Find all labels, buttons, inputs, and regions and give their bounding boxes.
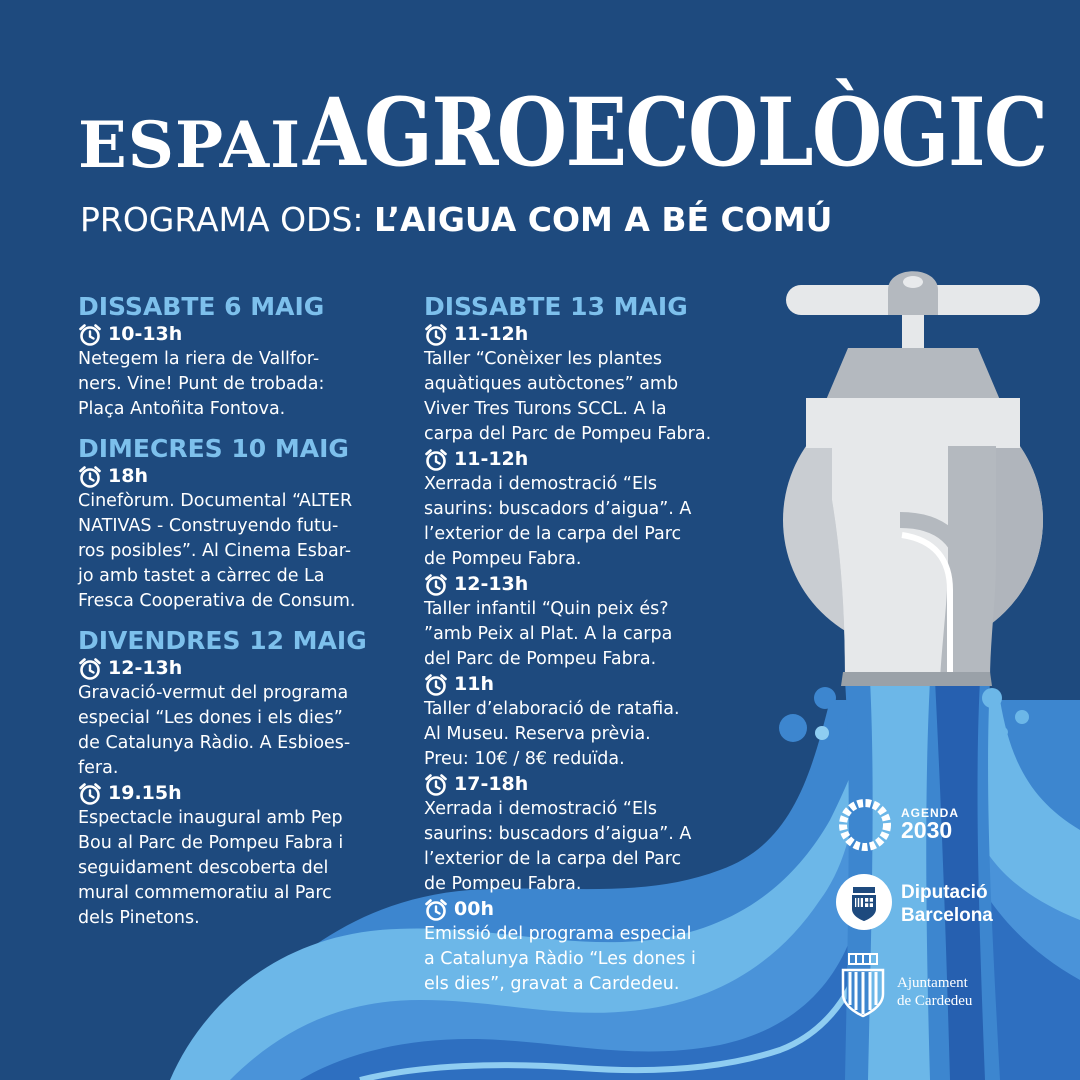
event-description: Espectacle inaugural amb Pep Bou al Parc de Pompeu Fabra i seguidament descoberta del mural commemoratiu al Parc dels Pinetons. [78, 808, 344, 928]
diputacio-barcelona-logo [835, 873, 1035, 933]
clock-icon [424, 323, 448, 347]
event-description: Xerrada i demostració “Els saurins: buscadors d’aigua”. A l’exterior de la carpa del Parc de Pompeu Fabra. [424, 799, 692, 894]
event-description: Emissió del programa especial a Catalunya Ràdio “Les dones i els dies”, gravat a Cardedeu. [424, 924, 696, 994]
event-time-label: 18h [108, 465, 148, 487]
event-time [424, 322, 769, 347]
droplet [982, 688, 1002, 708]
event-time-label: 00h [454, 898, 494, 920]
agenda-number: 2030 [901, 817, 953, 843]
droplet [998, 727, 1008, 737]
tap-knob-highlight [903, 276, 923, 288]
event-time [78, 322, 413, 347]
schedule-left-column [78, 292, 413, 931]
subtitle-bold: L’AIGUA COM A BÉ COMÚ [374, 200, 833, 239]
title-main: AGROECOLÒGIC [303, 78, 1047, 188]
agenda-2030-logo [835, 795, 1015, 855]
droplet [1015, 710, 1029, 724]
event-description: Taller d’elaboració de ratafia. Al Museu. Reserva prèvia. Preu: 10€ / 8€ reduïda. [424, 699, 680, 769]
day-heading: DISSABTE 6 MAIG [78, 292, 325, 321]
agenda-label: AGENDA [901, 806, 960, 820]
event-time [424, 447, 769, 472]
tap-spout-front [832, 446, 948, 680]
event-time-label: 12-13h [108, 657, 183, 679]
event-time [78, 781, 413, 806]
clock-icon [78, 657, 102, 681]
event-time [424, 772, 769, 797]
event-time [78, 656, 413, 681]
day-heading: DIMECRES 10 MAIG [78, 434, 349, 463]
clock-icon [78, 323, 102, 347]
day-heading: DISSABTE 13 MAIG [424, 292, 688, 321]
event-time [78, 464, 413, 489]
clock-icon [424, 773, 448, 797]
droplet [814, 687, 836, 709]
event-time-label: 11-12h [454, 448, 529, 470]
diputacio-emblem-icon [835, 873, 893, 931]
event-time [424, 572, 769, 597]
event-description: Cinefòrum. Documental “ALTER NATIVAS - Construyendo futu- ros posibles”. Al Cinema Esbar- jo amb tastet a càrrec de La Fresca Cooperativa de Consum. [78, 491, 356, 611]
title [78, 78, 1047, 198]
event-description: Taller infantil “Quin peix és? ”amb Peix al Plat. A la carpa del Parc de Pompeu Fabra. [424, 599, 673, 669]
day-heading: DIVENDRES 12 MAIG [78, 626, 367, 655]
ajuntament-cardedeu-logo [835, 950, 1035, 1020]
ajuntament-text: Ajuntament de Cardedeu [897, 975, 973, 1009]
event-description: Netegem la riera de Vallfor- ners. Vine! Punt de trobada: Plaça Antoñita Fontova. [78, 349, 325, 419]
schedule-right-column [424, 292, 769, 997]
clock-icon [424, 673, 448, 697]
cardedeu-shield-icon [835, 950, 891, 1020]
clock-icon [424, 448, 448, 472]
clock-icon [78, 782, 102, 806]
event-time [424, 897, 769, 922]
event-time-label: 11-12h [454, 323, 529, 345]
event-description: Taller “Conèixer les plantes aquàtiques autòctones” amb Viver Tres Turons SCCL. A la carpa del Parc de Pompeu Fabra. [424, 349, 712, 444]
tap-body-top [826, 348, 1000, 400]
clock-icon [424, 898, 448, 922]
clock-icon [78, 465, 102, 489]
droplet [815, 726, 829, 740]
event-description: Gravació-vermut del programa especial “Les dones i els dies” de Catalunya Ràdio. A Esbioes- fera. [78, 683, 351, 778]
title-prefix: ESPAI [78, 108, 302, 183]
event-time [424, 672, 769, 697]
subtitle [80, 200, 832, 239]
clock-icon [424, 573, 448, 597]
event-time-label: 17-18h [454, 773, 529, 795]
droplet [779, 714, 807, 742]
event-time-label: 10-13h [108, 323, 183, 345]
event-time-label: 19.15h [108, 782, 182, 804]
event-time-label: 11h [454, 673, 494, 695]
event-description: Xerrada i demostració “Els saurins: buscadors d’aigua”. A l’exterior de la carpa del Parc de Pompeu Fabra. [424, 474, 692, 569]
diputacio-text: Diputació Barcelona [901, 882, 993, 926]
subtitle-light: PROGRAMA ODS: [80, 200, 375, 239]
agenda-2030-ring-icon [835, 795, 895, 855]
event-time-label: 12-13h [454, 573, 529, 595]
tap-spout-mouth [841, 672, 992, 686]
tap-body-band [806, 398, 1020, 448]
